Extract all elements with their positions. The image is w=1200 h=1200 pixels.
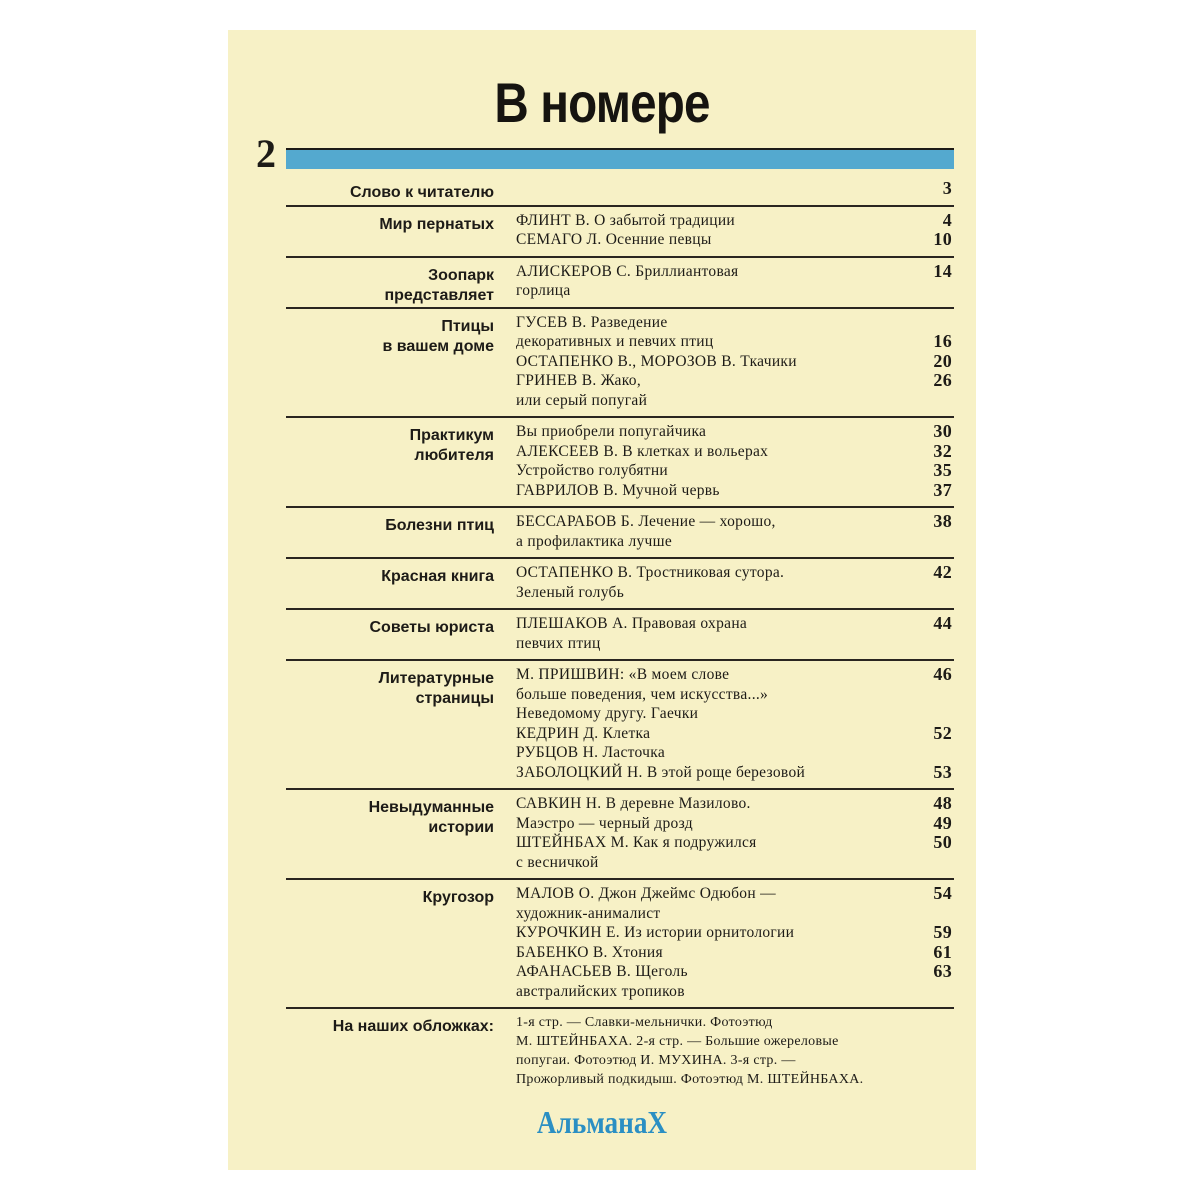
entry-title: РУБЦОВ Н. Ласточка <box>516 744 666 761</box>
toc-entry[interactable] <box>516 743 954 763</box>
toc-entry[interactable] <box>516 352 954 372</box>
page-number: 35 <box>933 460 952 480</box>
section-entries <box>516 262 954 301</box>
page-number: 59 <box>933 922 952 942</box>
entry-title: ПЛЕШАКОВ А. Правовая охрана певчих птиц <box>516 615 748 652</box>
toc-section <box>286 307 954 417</box>
toc-entry[interactable] <box>516 179 954 199</box>
section-name: Болезни птиц <box>385 517 494 534</box>
entry-title: СЕМАГО Л. Осенние певцы <box>516 231 712 248</box>
toc-entry[interactable] <box>516 442 954 462</box>
section-name: Красная книга <box>381 568 494 585</box>
entry-title: БАБЕНКО В. Хтония <box>516 943 663 961</box>
toc-section <box>286 878 954 1007</box>
entry-title: М. ПРИШВИН: «В моем слове больше поведения, чем искусства...» Неведомому другу. Гаечки <box>516 666 769 722</box>
toc-entry[interactable] <box>516 512 954 551</box>
toc-entry[interactable] <box>516 230 954 250</box>
page-number: 10 <box>933 229 952 249</box>
page-number: 30 <box>933 421 952 441</box>
toc-entry[interactable] <box>516 763 954 783</box>
toc-entry[interactable] <box>516 461 954 481</box>
table-of-contents <box>286 175 954 1095</box>
section-entries <box>516 422 954 500</box>
entry-title: КЕДРИН Д. Клетка <box>516 724 651 742</box>
entry-title: АЛИСКЕРОВ С. Бриллиантовая горлица <box>516 262 739 299</box>
section-entries <box>516 313 954 411</box>
page-number: 44 <box>933 613 952 633</box>
toc-section <box>286 175 954 205</box>
section-entries <box>516 1013 954 1089</box>
toc-section <box>286 416 954 506</box>
toc-entry[interactable] <box>516 962 954 1001</box>
section-entries <box>516 211 954 250</box>
entry-title: ОСТАПЕНКО В. Тростниковая сутора. Зеленый голубь <box>516 564 785 601</box>
toc-section <box>286 506 954 557</box>
section-entries <box>516 563 954 602</box>
toc-entry[interactable] <box>516 481 954 501</box>
entry-title: САВКИН Н. В деревне Мазилово. <box>516 795 751 812</box>
toc-section <box>286 788 954 878</box>
toc-entry[interactable] <box>516 563 954 602</box>
toc-entry[interactable] <box>516 724 954 744</box>
section-entries <box>516 512 954 551</box>
section-name: Слово к читателю <box>350 184 494 201</box>
page-number: 37 <box>933 479 952 500</box>
page-number: 26 <box>933 370 952 390</box>
toc-entry[interactable] <box>516 884 954 923</box>
entry-title: 1-я стр. — Славки-мельнички. Фотоэтюд М. ШТЕЙНБАХА. 2-я стр. — Большие ожереловые попугаи. Фотоэтюд И. МУХИНА. 3-я стр. — Прожорливый подкидыш. Фотоэтюд М. ШТЕЙНБАХА. <box>516 1015 864 1087</box>
entry-title: ЗАБОЛОЦКИЙ Н. В этой роще березовой <box>516 763 806 781</box>
page-number: 54 <box>933 883 952 903</box>
almanac-logo: АльманаХ <box>536 1104 668 1140</box>
toc-entry[interactable] <box>516 943 954 963</box>
toc-entry[interactable] <box>516 833 954 872</box>
page-number: 50 <box>933 832 952 852</box>
entry-title: КУРОЧКИН Е. Из истории орнитологии <box>516 924 795 941</box>
page-number: 16 <box>933 331 952 351</box>
page-number: 48 <box>933 793 952 813</box>
header-bar <box>286 148 954 169</box>
page-number: 32 <box>933 440 952 461</box>
entry-title: Вы приобрели попугайчика <box>516 423 707 440</box>
entry-title: ГРИНЕВ В. Жако, или серый попугай <box>516 372 648 409</box>
section-name: Кругозор <box>422 889 494 906</box>
page-number: 38 <box>933 511 952 531</box>
toc-entry[interactable] <box>516 371 954 410</box>
page-title: В номере <box>494 71 710 134</box>
toc-section <box>286 557 954 608</box>
toc-entry[interactable] <box>516 923 954 943</box>
section-name: Мир пернатых <box>379 215 494 233</box>
entry-title: ШТЕЙНБАХ М. Как я подружился с весничкой <box>516 834 757 871</box>
page-number: 46 <box>933 664 952 684</box>
toc-entry[interactable] <box>516 665 954 724</box>
toc-section <box>286 1007 954 1095</box>
toc-section <box>286 256 954 307</box>
toc-section <box>286 608 954 659</box>
section-name: Практикум любителя <box>409 427 494 464</box>
page-number: 14 <box>933 260 952 281</box>
page-number: 49 <box>933 812 952 833</box>
section-name: На наших обложках: <box>332 1018 494 1035</box>
entry-title: Устройство голубятни <box>516 462 669 479</box>
entry-title: АФАНАСЬЕВ В. Щеголь австралийских тропиков <box>516 963 688 1000</box>
magazine-page <box>228 30 976 1170</box>
issue-number: 2 <box>256 131 276 176</box>
entry-title: БЕССАРАБОВ Б. Лечение — хорошо, а профилактика лучше <box>516 513 776 550</box>
entry-title: ОСТАПЕНКО В., МОРОЗОВ В. Ткачики <box>516 352 797 370</box>
toc-entry[interactable] <box>516 262 954 301</box>
entry-title: ГАВРИЛОВ В. Мучной червь <box>516 481 720 499</box>
toc-entry[interactable] <box>516 422 954 442</box>
section-name: Советы юриста <box>369 619 494 636</box>
section-name: Зоопарк представляет <box>384 266 494 304</box>
toc-entry[interactable] <box>516 814 954 834</box>
entry-title <box>516 179 918 199</box>
page-number: 61 <box>933 941 952 962</box>
section-entries <box>516 794 954 872</box>
entry-title: МАЛОВ О. Джон Джеймс Одюбон — художник-анималист <box>516 885 776 922</box>
section-name: Невыдуманные истории <box>368 799 494 836</box>
toc-entry[interactable] <box>516 614 954 653</box>
page-number: 42 <box>933 562 952 582</box>
entry-title: АЛЕКСЕЕВ В. В клетках и вольерах <box>516 442 769 460</box>
entry-title: ГУСЕВ В. Разведение декоративных и певчих птиц <box>516 313 714 350</box>
page-number: 63 <box>933 961 952 981</box>
toc-section <box>286 205 954 256</box>
section-name: Птицы в вашем доме <box>382 317 494 355</box>
section-entries <box>516 179 954 199</box>
toc-entry[interactable] <box>516 1013 954 1089</box>
section-entries <box>516 665 954 782</box>
toc-section <box>286 659 954 788</box>
section-name: Литературные страницы <box>378 670 494 707</box>
entry-title: Маэстро — черный дрозд <box>516 814 693 832</box>
page-number: 53 <box>933 761 952 782</box>
section-entries <box>516 614 954 653</box>
toc-entry[interactable] <box>516 794 954 814</box>
entry-title: ФЛИНТ В. О забытой традиции <box>516 211 736 229</box>
page-number: 20 <box>933 350 952 371</box>
section-entries <box>516 884 954 1001</box>
page-number: 4 <box>942 209 952 230</box>
page-number: 52 <box>933 722 952 743</box>
toc-entry[interactable] <box>516 313 954 352</box>
page-number: 3 <box>942 178 952 198</box>
toc-entry[interactable] <box>516 211 954 231</box>
